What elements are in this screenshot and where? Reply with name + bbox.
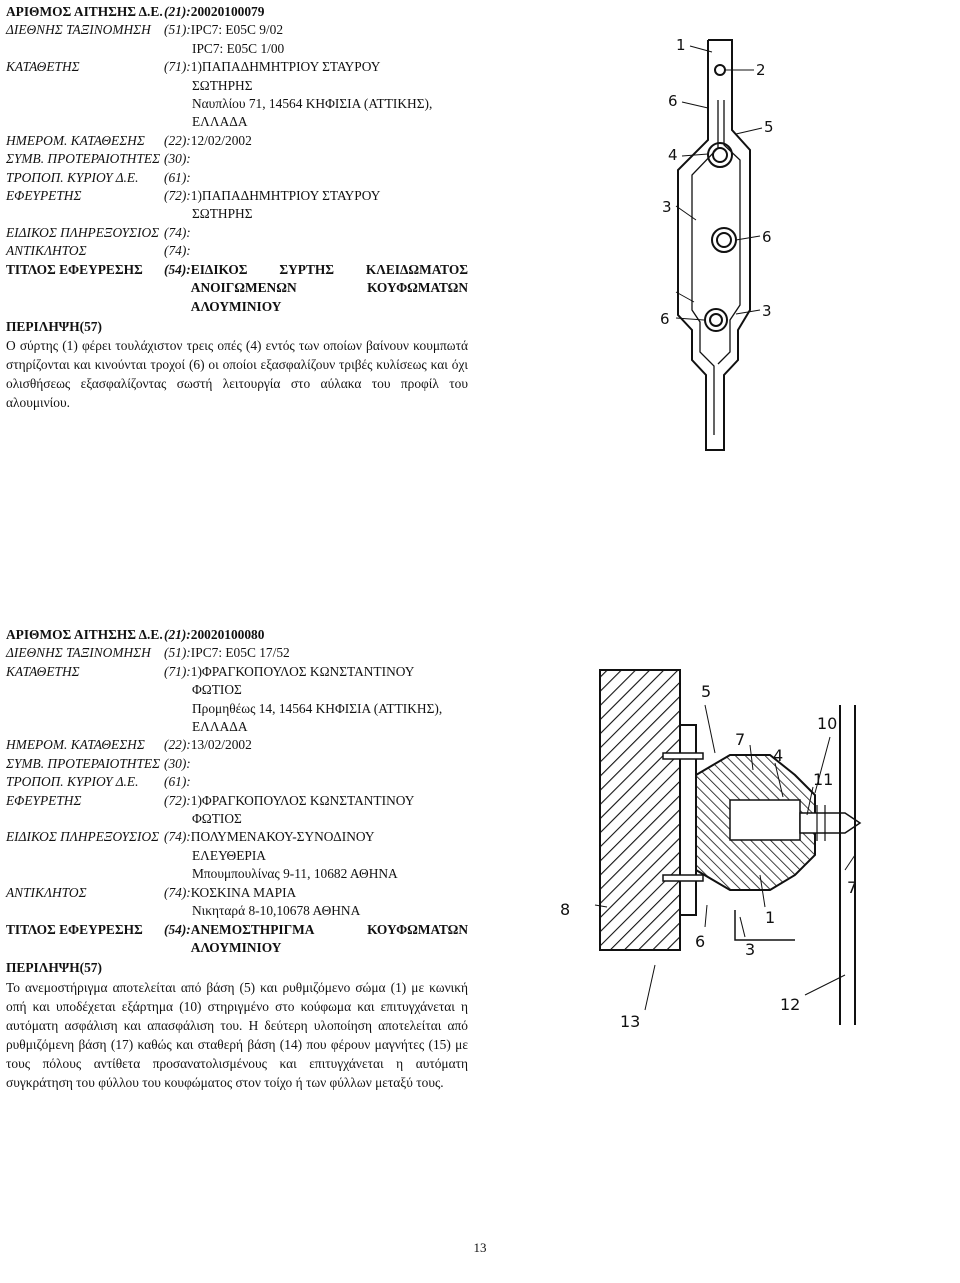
field-value: ΕΛΛΑΔΑ (192, 114, 248, 130)
figure-label: 12 (780, 995, 801, 1014)
field-label: ΤΙΤΛΟΣ ΕΦΕΥΡΕΣΗΣ (6, 921, 143, 937)
field-amendment (6, 169, 468, 187)
field-code: (61): (164, 169, 191, 185)
field-label: ΑΡΙΘΜΟΣ ΑΙΤΗΣΗΣ Δ.Ε. (6, 4, 163, 19)
field-value: 1)ΠΑΠΑΔΗΜΗΤΡΙΟΥ ΣΤΑΥΡΟΥ (190, 188, 381, 204)
field-code: (54): (164, 921, 191, 937)
field-code: (30): (164, 151, 191, 167)
abstract-heading: ΠΕΡΙΛΗΨΗ(57) (6, 318, 102, 334)
field-title (6, 921, 468, 958)
field-applicant (6, 663, 468, 737)
field-label: ΕΙΔΙΚΟΣ ΠΛΗΡΕΞΟΥΣΙΟΣ (6, 224, 160, 240)
field-value: ΠΟΛΥΜΕΝΑΚΟΥ-ΣΥΝΟΔΙΝΟΥ (190, 829, 375, 845)
field-value: ΕΛΛΑΔΑ (192, 719, 248, 735)
title-line: ΑΝΕΜΟΣΤΗΡΙΓΜΑ ΚΟΥΦΩΜΑΤΩΝ (190, 921, 468, 937)
field-code: (71): (164, 59, 191, 75)
figure-label: 8 (560, 900, 571, 919)
figure-label: 5 (764, 118, 774, 136)
field-applicant (6, 58, 468, 132)
field-code: (71): (164, 663, 191, 679)
title-line: ΑΛΟΥΜΙΝΙΟΥ (190, 939, 282, 955)
field-label: ΚΑΤΑΘΕΤΗΣ (6, 59, 80, 75)
figure-label: 3 (745, 940, 756, 959)
abstract-text: Ο σύρτης (1) φέρει τουλάχιστον τρεις οπές (4) εντός των οποίων βαίνουν κουμπωτά στηρίζονται και κινούνται τροχοί (6) οι οποίοι εξασφαλίζουν τριβές κυλίσεως και όχι ολισθήσεως εξασφαλίζοντας σωστή λειτουργία στο αύλακα του προφίλ του αλουμινίου. (6, 338, 468, 411)
patent-figure-window-stay (555, 665, 915, 1045)
field-code: (51): (164, 22, 191, 38)
field-code: (21): (164, 4, 191, 19)
field-value: ΣΩΤΗΡΗΣ (192, 206, 253, 222)
field-label: ΗΜΕΡΟΜ. ΚΑΤΑΘΕΣΗΣ (6, 737, 145, 753)
field-attorney (6, 224, 468, 242)
field-value: IPC7: E05C 9/02 (190, 22, 284, 38)
field-value: 13/02/2002 (190, 737, 252, 753)
field-code: (51): (164, 645, 191, 661)
field-code: (54): (164, 261, 191, 277)
field-application-number (6, 3, 468, 21)
field-value: 1)ΠΑΠΑΔΗΜΗΤΡΙΟΥ ΣΤΑΥΡΟΥ (190, 59, 381, 75)
abstract-heading: ΠΕΡΙΛΗΨΗ(57) (6, 960, 102, 976)
field-application-number (6, 626, 468, 644)
field-label: ΕΙΔΙΚΟΣ ΠΛΗΡΕΞΟΥΣΙΟΣ (6, 829, 160, 845)
figure-label: 7 (735, 730, 746, 749)
field-value: ΕΛΕΥΘΕΡΙΑ (192, 847, 266, 863)
field-code: (72): (164, 792, 191, 808)
field-title (6, 261, 468, 316)
field-value: Μπουμπουλίνας 9-11, 10682 ΑΘΗΝΑ (192, 866, 398, 882)
field-value: Νικηταρά 8-10,10678 ΑΘΗΝΑ (192, 903, 361, 919)
field-code: (74): (164, 829, 191, 845)
field-label: ΣΥΜΒ. ΠΡΟΤΕΡΑΙΟΤΗΤΕΣ (6, 755, 161, 771)
figure-label: 3 (662, 198, 672, 216)
field-label: ΤΡΟΠΟΠ. ΚΥΡΙΟΥ Δ.Ε. (6, 169, 139, 185)
field-value: ΦΩΤΙΟΣ (192, 811, 242, 827)
field-representative (6, 884, 468, 921)
field-code: (72): (164, 188, 191, 204)
field-label: ΑΝΤΙΚΛΗΤΟΣ (6, 884, 87, 900)
field-code: (21): (164, 627, 191, 642)
figure-label: 1 (676, 36, 686, 54)
figure-label: 4 (773, 746, 784, 765)
field-value: ΚΟΣΚΙΝΑ ΜΑΡΙΑ (190, 884, 297, 900)
field-label: ΑΝΤΙΚΛΗΤΟΣ (6, 243, 87, 259)
figure-label: 6 (660, 310, 670, 328)
field-value: 1)ΦΡΑΓΚΟΠΟΥΛΟΣ ΚΩΝΣΤΑΝΤΙΝΟΥ (190, 792, 415, 808)
figure-label: 11 (813, 770, 834, 789)
field-classification (6, 644, 468, 662)
field-amendment (6, 773, 468, 791)
field-value: Ναυπλίου 71, 14564 ΚΗΦΙΣΙΑ (ΑΤΤΙΚΗΣ), (192, 96, 433, 112)
abstract-text: Το ανεμοστήριγμα αποτελείται από βάση (5) και ρυθμιζόμενο σώμα (1) με κωνική οπή και υποδέχεται εξάρτημα (10) στηριγμένο στο κούφωμα και επιτυγχάνεται η αυτόματη ασφάλιση και απασφάλιση του. Η δεύτερη υλοποίηση αποτελείται από ρυθμιζόμενη βάση (17) καθώς και σταθερή βάση (14) που φέρουν μαγνήτες (15) με τους πόλους αντίθετα προσανατολισμένους και επιτυγχάνεται η αυτόματη συγκράτηση του φύλλου του κουφώματος στον τοίχο ή των φύλλων μεταξύ τους. (6, 979, 468, 1090)
figure-label: 1 (765, 908, 776, 927)
field-label: ΔΙΕΘΝΗΣ ΤΑΞΙΝΟΜΗΣΗ (6, 645, 151, 661)
field-label: ΗΜΕΡΟΜ. ΚΑΤΑΘΕΣΗΣ (6, 132, 145, 148)
figure-label: 13 (620, 1012, 641, 1031)
field-code: (74): (164, 243, 191, 259)
figure-label: 6 (695, 932, 706, 951)
figure-label: 10 (817, 714, 838, 733)
figure-label: 6 (668, 92, 678, 110)
field-classification (6, 21, 468, 58)
field-priorities (6, 755, 468, 773)
figure-label: 2 (756, 61, 766, 79)
field-label: ΤΙΤΛΟΣ ΕΦΕΥΡΕΣΗΣ (6, 261, 143, 277)
field-representative (6, 242, 468, 260)
field-attorney (6, 828, 468, 883)
field-value: ΦΩΤΙΟΣ (192, 682, 242, 698)
field-value: 12/02/2002 (190, 132, 252, 148)
field-code: (22): (164, 132, 191, 148)
field-label: ΤΡΟΠΟΠ. ΚΥΡΙΟΥ Δ.Ε. (6, 774, 139, 790)
field-value: 20020100080 (190, 627, 265, 642)
figure-label: 6 (762, 228, 772, 246)
field-code: (30): (164, 755, 191, 771)
title-line: ΑΝΟΙΓΩΜΕΝΩΝ ΚΟΥΦΩΜΑΤΩΝ (190, 280, 468, 296)
field-inventor (6, 792, 468, 829)
figure-label: 5 (701, 682, 712, 701)
field-code: (74): (164, 884, 191, 900)
field-value: IPC7: E05C 17/52 (190, 645, 290, 661)
title-line: ΑΛΟΥΜΙΝΙΟΥ (190, 298, 282, 314)
field-label: ΕΦΕΥΡΕΤΗΣ (6, 188, 82, 204)
field-filing-date (6, 736, 468, 754)
figure-label: 4 (668, 146, 678, 164)
field-label: ΔΙΕΘΝΗΣ ΤΑΞΙΝΟΜΗΣΗ (6, 22, 151, 38)
field-value: 1)ΦΡΑΓΚΟΠΟΥΛΟΣ ΚΩΝΣΤΑΝΤΙΝΟΥ (190, 663, 415, 679)
field-inventor (6, 187, 468, 224)
page-number: 13 (473, 1240, 487, 1255)
field-code: (74): (164, 224, 191, 240)
patent-record-2 (6, 626, 468, 1092)
field-priorities (6, 150, 468, 168)
field-label: ΣΥΜΒ. ΠΡΟΤΕΡΑΙΟΤΗΤΕΣ (6, 151, 161, 167)
patent-figure-slider-bolt (640, 30, 800, 460)
field-code: (22): (164, 737, 191, 753)
field-value: Προμηθέως 14, 14564 ΚΗΦΙΣΙΑ (ΑΤΤΙΚΗΣ), (192, 700, 443, 716)
figure-label: 3 (762, 302, 772, 320)
field-label: ΕΦΕΥΡΕΤΗΣ (6, 792, 82, 808)
field-code: (61): (164, 774, 191, 790)
field-label: ΑΡΙΘΜΟΣ ΑΙΤΗΣΗΣ Δ.Ε. (6, 627, 163, 642)
field-value: ΣΩΤΗΡΗΣ (192, 77, 253, 93)
field-value: 20020100079 (190, 4, 265, 19)
title-line: ΕΙΔΙΚΟΣ ΣΥΡΤΗΣ ΚΛΕΙΔΩΜΑΤΟΣ (190, 261, 468, 277)
figure-label: 7 (847, 878, 858, 897)
field-label: ΚΑΤΑΘΕΤΗΣ (6, 663, 80, 679)
field-filing-date (6, 132, 468, 150)
patent-record-1 (6, 3, 468, 412)
field-value: IPC7: E05C 1/00 (192, 40, 285, 56)
